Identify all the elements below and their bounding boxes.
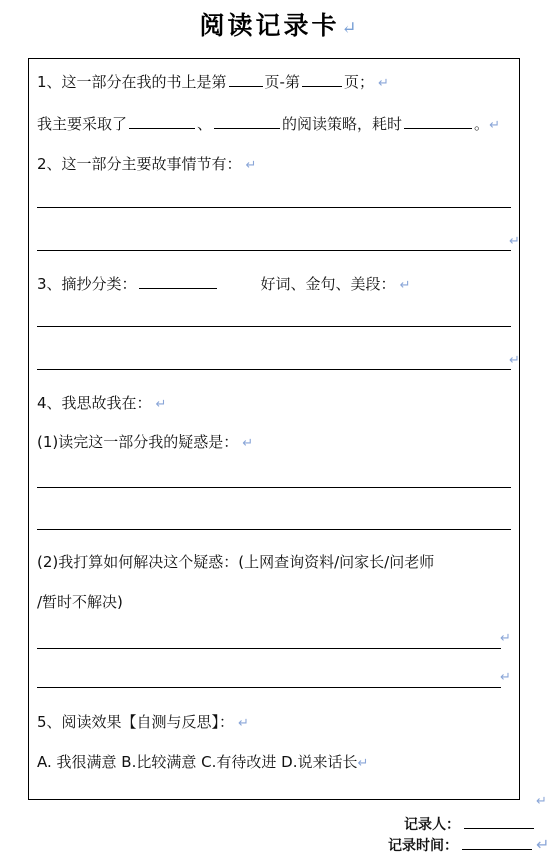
return-mark-icon: ↵ [509,353,520,368]
q4-sub2-text-2: /暂时不解决) [37,593,123,611]
q1-line1-suffix: 页； [343,73,374,91]
reading-record-card [28,58,520,800]
return-mark-icon: ↵ [377,76,389,91]
title-text: 阅读记录卡 [199,11,340,40]
return-mark-icon: ↵ [500,631,511,646]
q4-label-text: 4、我思故我在： [37,394,152,412]
q1-strategy-blank-1[interactable] [129,114,195,129]
q3-label-text: 3、摘抄分类： [37,275,137,293]
return-mark-icon: ↵ [341,18,357,39]
return-mark-icon: ↵ [357,756,369,771]
q4-answer-line-2[interactable] [37,529,511,530]
return-mark-icon: ↵ [536,794,547,809]
return-mark-icon: ↵ [500,670,511,685]
q1-line1-prefix: 1、这一部分在我的书上是第 [37,73,227,91]
q1-line2 [37,113,500,134]
record-time-field [388,835,549,855]
q4-sub2-answer-line-1[interactable] [37,648,501,649]
q4-label [37,392,166,413]
q4-sub1-text: (1)读完这一部分我的疑惑是： [37,433,239,451]
card-title [0,6,556,42]
q3-label [37,273,410,294]
q3-answer-line-1[interactable] [37,326,511,327]
q4-sub2-answer-line-2[interactable] [37,687,501,688]
q1-line2-mid: 的阅读策略，耗时 [282,115,403,133]
q2-label [37,153,256,174]
q2-answer-line-1[interactable] [37,207,511,208]
q4-sub2-text-1: (2)我打算如何解决这个疑惑：(上网查询资料/问家长/问老师 [37,553,435,571]
recorder-label: 记录人： [404,817,460,833]
q1-end-page-blank[interactable] [302,72,342,87]
q4-sub2-line2 [37,591,123,612]
q5-label-text: 5、阅读效果【自测与反思】： [37,713,235,731]
q1-strategy-blank-2[interactable] [214,114,280,129]
return-mark-icon: ↵ [489,118,500,133]
q2-label-text: 2、这一部分主要故事情节有： [37,155,242,173]
q3-types-text: 好词、金句、美段： [260,275,396,293]
return-mark-icon: ↵ [155,397,167,412]
return-mark-icon: ↵ [242,436,254,451]
q1-time-blank[interactable] [404,114,472,129]
record-time-blank[interactable] [462,836,532,850]
q3-category-blank[interactable] [139,274,217,289]
return-mark-icon: ↵ [238,716,249,731]
q5-options-text: A. 我很满意 B.比较满意 C.有待改进 D.说来话长 [37,753,358,771]
q1-line2-suffix: 。 [474,115,490,133]
record-time-label: 记录时间： [388,838,458,854]
return-mark-icon: ↵ [245,158,257,173]
recorder-blank[interactable] [464,815,534,829]
recorder-field [404,814,534,834]
q1-line1-mid: 页-第 [264,73,300,91]
return-mark-icon: ↵ [509,234,520,249]
q1-line1 [37,71,389,92]
q1-line2-sep: 、 [197,115,213,133]
q5-label [37,711,249,732]
return-mark-icon: ↵ [399,278,411,293]
q2-answer-line-2[interactable] [37,250,511,251]
q1-line2-prefix: 我主要采取了 [37,115,128,133]
q1-start-page-blank[interactable] [229,72,263,87]
q5-options [37,751,368,772]
q4-sub2-line1 [37,551,434,572]
q4-answer-line-1[interactable] [37,487,511,488]
return-mark-icon: ↵ [536,835,550,854]
q3-answer-line-2[interactable] [37,369,511,370]
q4-sub1 [37,431,253,452]
